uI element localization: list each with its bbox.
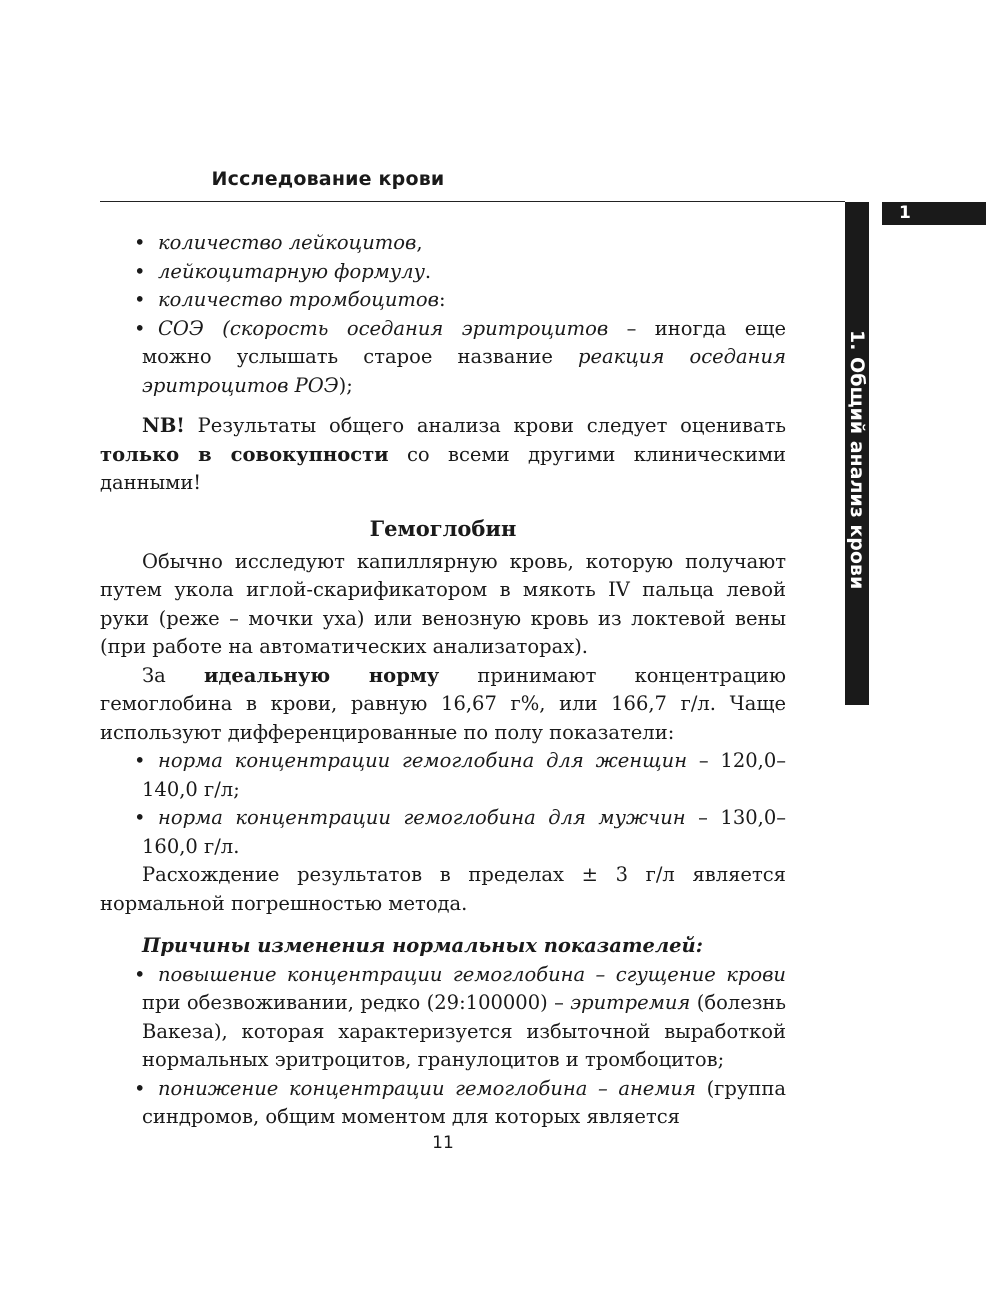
list-item: • лейкоцитарную формулу. — [142, 258, 786, 287]
list-item: • количество тромбоцитов: — [142, 286, 786, 315]
list-item: • повышение концентрации гемоглобина – сгущение крови при обезвоживании, редко (29:100000) – эритремия (болезнь Вакеза), которая характеризуется избыточной выработкой нормальных эритроцитов, гранулоцитов и тромбоцитов; — [142, 961, 786, 1075]
running-title: Исследование крови — [211, 168, 445, 190]
list-item: • норма концентрации гемоглобина для мужчин – 130,0–160,0 г/л. — [142, 804, 786, 861]
nb-paragraph: NB! Результаты общего анализа крови следует оценивать только в совокупности со всеми другими клиническими данными! — [100, 414, 787, 494]
chapter-number-tab: 1 — [882, 202, 986, 225]
paragraph: Обычно исследуют капиллярную кровь, которую получают путем укола иглой-скарификатором в мякоть IV пальца левой руки (реже – мочки уха) или венозную кровь из локтевой вены (при работе на автоматических анализаторах). — [100, 549, 786, 658]
paragraph: За идеальную норму принимают концентрацию гемоглобина в крови, равную 16,67 г%, или 166,7 г/л. Чаще используют дифференцированные по полу показатели: — [100, 663, 786, 744]
page-body — [100, 229, 786, 1132]
list-item: • количество лейкоцитов, — [142, 229, 786, 258]
paragraph: Расхождение результатов в пределах ± 3 г/л является нормальной погрешностью метода. — [100, 863, 786, 915]
section-title: Гемоглобин — [369, 515, 517, 541]
list-item: • понижение концентрации гемоглобина – анемия (группа синдромов, общим моментом для которых является — [142, 1075, 786, 1132]
causes-list — [100, 961, 786, 1132]
header-rule — [100, 201, 845, 202]
list-item: • норма концентрации гемоглобина для женщин – 120,0–140,0 г/л; — [142, 747, 786, 804]
causes-heading: Причины изменения нормальных показателей: — [142, 934, 703, 957]
page-number: 11 — [432, 1133, 454, 1153]
list-item: • СОЭ (скорость оседания эритроцитов – иногда еще можно услышать старое название реакция оседания эритроцитов РОЭ); — [142, 315, 786, 401]
intro-list — [100, 229, 786, 400]
side-tab-text: 1. Общий анализ крови — [846, 330, 868, 590]
norm-list — [100, 747, 786, 861]
